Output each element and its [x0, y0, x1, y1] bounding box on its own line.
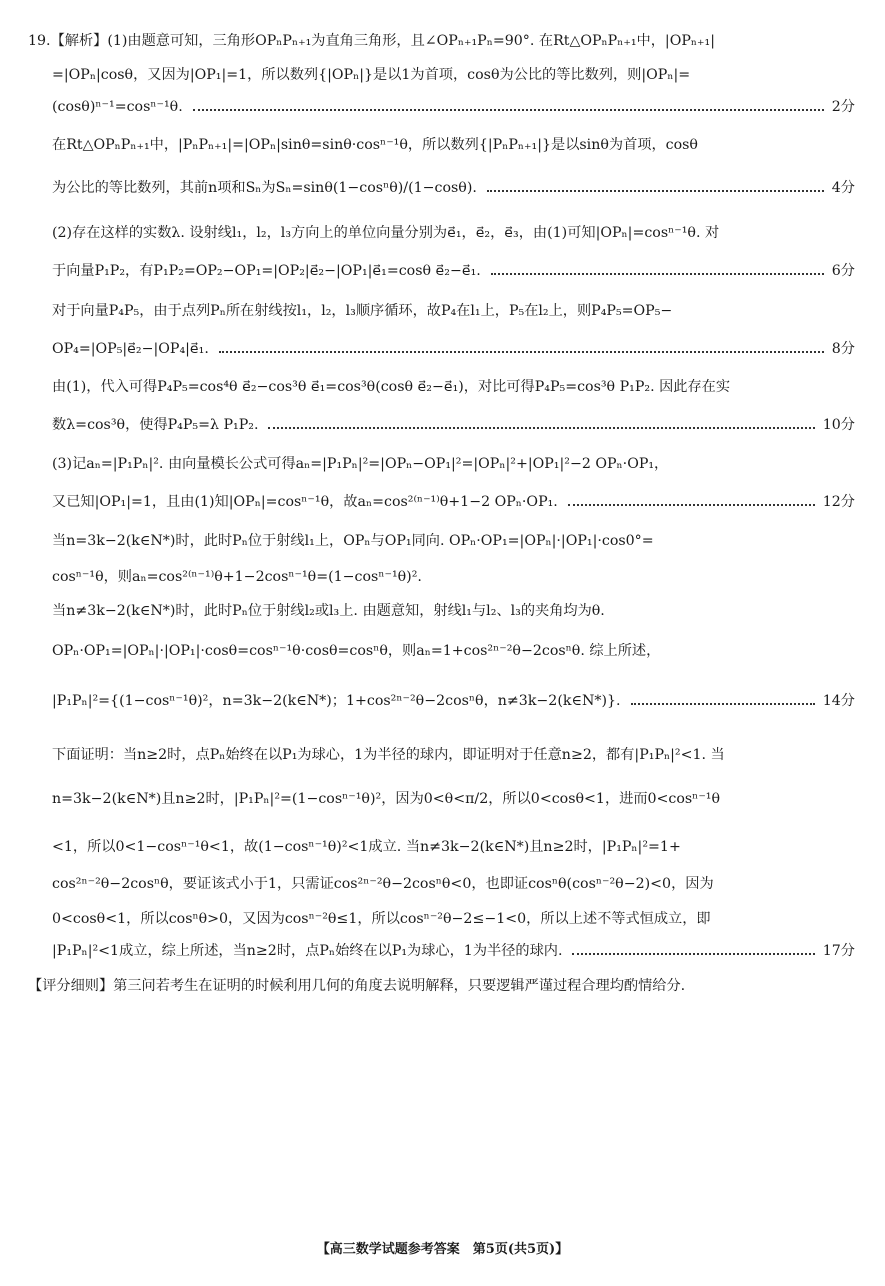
solution-line: 对于向量P₄P₅，由于点列Pₙ所在射线按l₁，l₂，l₃顺序循环，故P₄在l₁上，P₅在l₂上，则P₄P₅=OP₅− [52, 303, 673, 319]
solution-line: (3)记aₙ=|P₁Pₙ|². 由向量模长公式可得aₙ=|P₁Pₙ|²=|OPₙ−OP₁|²=|OPₙ|²+|OP₁|²−2 OPₙ·OP₁， [52, 456, 669, 472]
score-mark: 14分 [822, 693, 855, 709]
grading-notes: 【评分细则】第三问若考生在证明的时候利用几何的角度去说明解释，只要逻辑严谨过程合理均酌情给分. [28, 978, 686, 994]
score-mark: 4分 [831, 180, 855, 196]
piecewise-result: |P₁Pₙ|²={(1−cosⁿ⁻¹θ)²，n=3k−2(k∈N*)；1+cos²ⁿ⁻²θ−2cosⁿθ，n≠3k−2(k∈N*)}. 14分 [52, 690, 855, 712]
solution-line: OPₙ·OP₁=|OPₙ|·|OP₁|·cosθ=cosⁿ⁻¹θ·cosθ=cosⁿθ，则aₙ=1+cos²ⁿ⁻²θ−2cosⁿθ. 综上所述， [52, 643, 661, 659]
solution-line: <1，所以0<1−cosⁿ⁻¹θ<1，故(1−cosⁿ⁻¹θ)²<1成立. 当n≠3k−2(k∈N*)且n≥2时，|P₁Pₙ|²=1+ [52, 839, 681, 855]
score-mark: 2分 [831, 99, 855, 115]
leader-dots [568, 504, 815, 506]
score-mark: 10分 [822, 417, 855, 433]
solution-line: n=3k−2(k∈N*)且n≥2时，|P₁Pₙ|²=(1−cosⁿ⁻¹θ)²，因为0<θ<π/2，所以0<cosθ<1，进而0<cosⁿ⁻¹θ [52, 791, 721, 807]
solution-line: (2)存在这样的实数λ. 设射线l₁，l₂，l₃方向上的单位向量分别为e⃗₁，e⃗₂，e⃗₃，由(1)可知|OPₙ|=cosⁿ⁻¹θ. 对 [52, 225, 720, 241]
solution-line: 为公比的等比数列，其前n项和Sₙ为Sₙ=sinθ(1−cosⁿθ)/(1−cosθ). 4分 [52, 177, 855, 199]
score-mark: 12分 [822, 494, 855, 510]
solution-line: 0<cosθ<1，所以cosⁿθ>0，又因为cosⁿ⁻²θ≤1，所以cosⁿ⁻²θ−2≤−1<0，所以上述不等式恒成立，即 [52, 911, 711, 927]
leader-dots [572, 953, 814, 955]
score-mark: 17分 [822, 943, 855, 959]
solution-line: 数λ=cos³θ，使得P₄P₅=λ P₁P₂. 10分 [52, 414, 855, 436]
solution-line: 又已知|OP₁|=1，且由(1)知|OPₙ|=cosⁿ⁻¹θ，故aₙ=cos²⁽ⁿ⁻¹⁾θ+1−2 OPₙ·OP₁. 12分 [52, 491, 855, 513]
leader-dots [631, 703, 815, 705]
solution-line: 19.【解析】(1)由题意可知，三角形OPₙPₙ₊₁为直角三角形，且∠OPₙ₊₁Pₙ=90°. 在Rt△OPₙPₙ₊₁中，|OPₙ₊₁| [28, 33, 715, 49]
solution-line: 下面证明：当n≥2时，点Pₙ始终在以P₁为球心，1为半径的球内，即证明对于任意n≥2，都有|P₁Pₙ|²<1. 当 [52, 747, 725, 763]
page-footer: 【高三数学试题参考答案 第5页(共5页)】 [316, 1242, 569, 1257]
solution-line: =|OPₙ|cosθ，又因为|OP₁|=1，所以数列{|OPₙ|}是以1为首项，cosθ为公比的等比数列，则|OPₙ|= [52, 67, 691, 83]
solution-line: 由(1)，代入可得P₄P₅=cos⁴θ e⃗₂−cos³θ e⃗₁=cos³θ(cosθ e⃗₂−e⃗₁)，对比可得P₄P₅=cos³θ P₁P₂. 因此存在实 [52, 379, 731, 395]
solution-line: |P₁Pₙ|²<1成立，综上所述，当n≥2时，点Pₙ始终在以P₁为球心，1为半径的球内. 17分 [52, 940, 855, 962]
score-mark: 8分 [831, 341, 855, 357]
solution-line: 当n=3k−2(k∈N*)时，此时Pₙ位于射线l₁上，OPₙ与OP₁同向. OPₙ·OP₁=|OPₙ|·|OP₁|·cos0°= [52, 533, 654, 549]
solution-line: (cosθ)ⁿ⁻¹=cosⁿ⁻¹θ. 2分 [52, 96, 855, 118]
score-mark: 6分 [831, 263, 855, 279]
solution-line: OP₄=|OP₅|e⃗₂−|OP₄|e⃗₁. 8分 [52, 338, 855, 360]
leader-dots [219, 351, 824, 353]
leader-dots [193, 109, 824, 111]
leader-dots [491, 273, 824, 275]
solution-line: 在Rt△OPₙPₙ₊₁中，|PₙPₙ₊₁|=|OPₙ|sinθ=sinθ·cosⁿ⁻¹θ，所以数列{|PₙPₙ₊₁|}是以sinθ为首项，cosθ [52, 137, 698, 153]
leader-dots [487, 190, 824, 192]
leader-dots [268, 427, 814, 429]
solution-line: 于向量P₁P₂，有P₁P₂=OP₂−OP₁=|OP₂|e⃗₂−|OP₁|e⃗₁=cosθ e⃗₂−e⃗₁. 6分 [52, 260, 855, 282]
solution-line: 当n≠3k−2(k∈N*)时，此时Pₙ位于射线l₂或l₃上. 由题意知，射线l₁与l₂、l₃的夹角均为θ. [52, 603, 605, 619]
solution-line: cosⁿ⁻¹θ，则aₙ=cos²⁽ⁿ⁻¹⁾θ+1−2cosⁿ⁻¹θ=(1−cosⁿ⁻¹θ)². [52, 569, 422, 585]
solution-line: cos²ⁿ⁻²θ−2cosⁿθ，要证该式小于1，只需证cos²ⁿ⁻²θ−2cosⁿθ<0，也即证cosⁿθ(cosⁿ⁻²θ−2)<0，因为 [52, 876, 714, 892]
